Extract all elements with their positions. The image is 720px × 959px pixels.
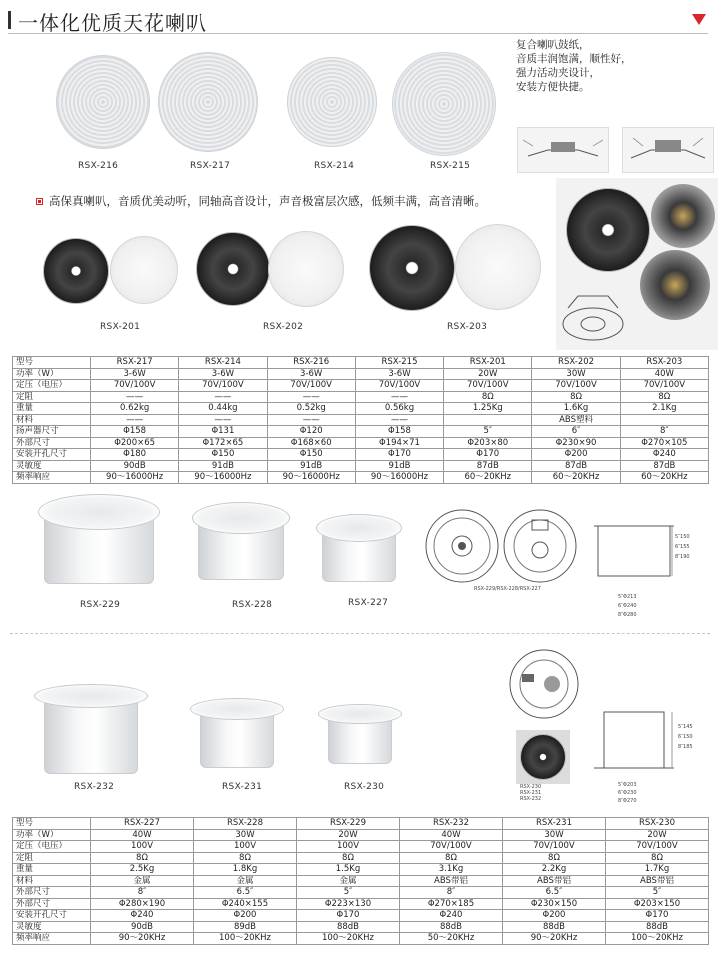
speaker-front-drawing: [424, 508, 500, 584]
row-header-cell: 型号: [13, 818, 91, 830]
table-cell: 70V/100V: [606, 841, 709, 853]
table-cell: 91dB: [267, 460, 355, 472]
description-line: 复合喇叭鼓纸，: [516, 39, 590, 51]
table-cell: 70V/100V: [91, 380, 179, 392]
technical-drawing-side-2: [592, 702, 702, 806]
table-row: [13, 887, 709, 899]
table-cell: RSX-215: [355, 357, 443, 369]
table-cell: RSX-201: [444, 357, 532, 369]
red-triangle-icon: [692, 14, 706, 25]
table-cell: 40W: [400, 829, 503, 841]
table-cell: 90dB: [91, 921, 194, 933]
table-cell: ——: [355, 391, 443, 403]
description-block: [516, 38, 716, 94]
table-cell: 8Ω: [444, 391, 532, 403]
row-header-cell: 定压（电压）: [13, 380, 91, 392]
table-cell: ——: [179, 391, 267, 403]
dimension-label: 5″Φ203: [618, 782, 637, 788]
technical-drawing-back: [502, 508, 578, 584]
table-cell: RSX-228: [194, 818, 297, 830]
table-cell: 20W: [444, 368, 532, 380]
table-cell: 1.25Kg: [444, 403, 532, 415]
table-cell: 6″: [532, 426, 620, 438]
table-cell: 8Ω: [532, 391, 620, 403]
table-cell: 40W: [620, 368, 708, 380]
table-cell: 1.7Kg: [606, 864, 709, 876]
table-cell: 88dB: [297, 921, 400, 933]
table-cell: 1.8Kg: [194, 864, 297, 876]
side-profile-drawing: [594, 520, 674, 582]
table-cell: 70V/100V: [620, 380, 708, 392]
table-cell: Φ200: [532, 449, 620, 461]
table-cell: ——: [355, 414, 443, 426]
table-cell: 8Ω: [400, 852, 503, 864]
table-cell: [444, 414, 532, 426]
speaker-image-rsx-231: [190, 696, 284, 768]
table-row: [13, 852, 709, 864]
table-cell: 2.2Kg: [503, 864, 606, 876]
table-row: [13, 449, 709, 461]
dimension-label: 6″Φ240: [618, 603, 637, 609]
table-cell: RSX-229: [297, 818, 400, 830]
table-cell: ——: [267, 414, 355, 426]
spec-table-1: [12, 356, 709, 484]
table-cell: 0.62kg: [91, 403, 179, 415]
mounting-drawing-right: [622, 127, 714, 173]
table-cell: 100V: [297, 841, 400, 853]
table-cell: Φ180: [91, 449, 179, 461]
speaker-image-rsx-201-cone: [43, 238, 109, 304]
spec-table-2: [12, 817, 709, 945]
row-header-cell: 灵敏度: [13, 921, 91, 933]
model-label: RSX-201: [100, 322, 141, 332]
table-cell: 70V/100V: [532, 380, 620, 392]
table-cell: 87dB: [444, 460, 532, 472]
drawing-caption: RSX-229/RSX-228/RSX-227: [474, 586, 541, 592]
model-label: RSX-215: [430, 161, 471, 171]
table-cell: Φ203×80: [444, 437, 532, 449]
table-cell: Φ158: [91, 426, 179, 438]
table-cell: ABS带铝: [400, 875, 503, 887]
row-header-cell: 定压（电压）: [13, 841, 91, 853]
speaker-image-rsx-215: [392, 52, 496, 156]
table-cell: 90～16000Hz: [267, 472, 355, 484]
table-cell: Φ270×185: [400, 898, 503, 910]
table-row: [13, 841, 709, 853]
table-row: [13, 460, 709, 472]
speaker-back-icon: [640, 250, 710, 320]
model-label: RSX-216: [78, 161, 119, 171]
row-header-cell: 安装开孔尺寸: [13, 910, 91, 922]
table-cell: Φ131: [179, 426, 267, 438]
table-cell: 30W: [194, 829, 297, 841]
speaker-image-rsx-214: [287, 57, 377, 147]
table-cell: 30W: [532, 368, 620, 380]
table-cell: Φ270×105: [620, 437, 708, 449]
mounting-clip-illustration: [623, 128, 713, 172]
header-divider: [8, 33, 708, 34]
table-cell: 70V/100V: [267, 380, 355, 392]
mounting-clip-illustration: [518, 128, 608, 172]
model-label: RSX-228: [232, 600, 273, 610]
row-header-cell: 频率响应: [13, 472, 91, 484]
row-header-cell: 材料: [13, 414, 91, 426]
table-cell: 91dB: [355, 460, 443, 472]
table-cell: ——: [91, 391, 179, 403]
table-cell: ——: [179, 414, 267, 426]
table-cell: Φ230×90: [532, 437, 620, 449]
table-cell: 70V/100V: [179, 380, 267, 392]
table-row: [13, 898, 709, 910]
row-header-cell: 外部尺寸: [13, 887, 91, 899]
description-line: 音质丰润饱满，顺性好，: [516, 53, 632, 65]
table-cell: 100～20KHz: [194, 933, 297, 945]
table-cell: RSX-217: [91, 357, 179, 369]
row-header-cell: 外部尺寸: [13, 898, 91, 910]
table-cell: Φ200: [503, 910, 606, 922]
table-cell: RSX-214: [179, 357, 267, 369]
dimension-label: 8″Φ280: [618, 612, 637, 618]
table-cell: 70V/100V: [355, 380, 443, 392]
row-header-cell: 重量: [13, 403, 91, 415]
model-label: RSX-230: [344, 782, 385, 792]
speaker-image-rsx-202-cover: [268, 231, 344, 307]
speaker-image-rsx-232: [34, 682, 148, 776]
table-cell: 1.6Kg: [532, 403, 620, 415]
table-cell: 3.1Kg: [400, 864, 503, 876]
table-cell: 88dB: [503, 921, 606, 933]
dimension-label: 8″190: [675, 554, 690, 560]
table-cell: RSX-227: [91, 818, 194, 830]
table-cell: 40W: [91, 829, 194, 841]
table-cell: 90～16000Hz: [355, 472, 443, 484]
table-cell: 88dB: [606, 921, 709, 933]
speaker-cone-icon: [520, 734, 566, 780]
table-cell: Φ280×190: [91, 898, 194, 910]
speaker-image-rsx-217: [158, 52, 258, 152]
table-cell: 8Ω: [91, 852, 194, 864]
table-cell: 3-6W: [267, 368, 355, 380]
table-cell: 2.5Kg: [91, 864, 194, 876]
row-header-cell: 灵敏度: [13, 460, 91, 472]
row-header-cell: 功率（W）: [13, 368, 91, 380]
table-cell: 8″: [91, 887, 194, 899]
table-row: [13, 921, 709, 933]
table-cell: 8Ω: [620, 391, 708, 403]
table-row: [13, 357, 709, 369]
table-cell: RSX-216: [267, 357, 355, 369]
table-cell: 1.5Kg: [297, 864, 400, 876]
dimension-label: 6″150: [678, 734, 693, 740]
table-cell: Φ150: [267, 449, 355, 461]
table-row: [13, 875, 709, 887]
table-row: [13, 426, 709, 438]
model-label: RSX-229: [80, 600, 121, 610]
speaker-detail-photo: [556, 178, 718, 350]
row-header-cell: 频率响应: [13, 933, 91, 945]
table-cell: 20W: [297, 829, 400, 841]
table-row: [13, 472, 709, 484]
table-row: [13, 391, 709, 403]
table-cell: 8Ω: [297, 852, 400, 864]
table-cell: ABS塑料: [532, 414, 620, 426]
table-cell: Φ200: [194, 910, 297, 922]
drawing-caption: RSX-232: [520, 796, 542, 802]
row-header-cell: 安装开孔尺寸: [13, 449, 91, 461]
model-label: RSX-214: [314, 161, 355, 171]
page-title: 一体化优质天花喇叭: [18, 11, 207, 35]
table-cell: 88dB: [400, 921, 503, 933]
speaker-image-rsx-228: [192, 498, 290, 584]
table-cell: 金属: [194, 875, 297, 887]
speaker-back-drawing: [502, 508, 578, 584]
table-cell: 金属: [297, 875, 400, 887]
dimension-label: 8″Φ270: [618, 798, 637, 804]
section-divider: [10, 633, 710, 634]
table-cell: 30W: [503, 829, 606, 841]
table-cell: 60～20KHz: [620, 472, 708, 484]
table-cell: 100V: [91, 841, 194, 853]
speaker-image-rsx-229: [38, 488, 160, 588]
header-accent-bar: [8, 11, 11, 29]
row-header-cell: 功率（W）: [13, 829, 91, 841]
table-cell: RSX-231: [503, 818, 606, 830]
dimension-label: 5″150: [675, 534, 690, 540]
table-row: [13, 437, 709, 449]
table-cell: Φ170: [444, 449, 532, 461]
table-cell: 87dB: [620, 460, 708, 472]
table-cell: 6.5″: [503, 887, 606, 899]
table-cell: Φ194×71: [355, 437, 443, 449]
drawing-caption: RSX-231: [520, 790, 542, 796]
table-cell: Φ203×150: [606, 898, 709, 910]
table-cell: 90～20KHz: [503, 933, 606, 945]
table-cell: 8Ω: [606, 852, 709, 864]
table-cell: 87dB: [532, 460, 620, 472]
table-cell: 50～20KHz: [400, 933, 503, 945]
technical-drawing-front: [424, 508, 500, 584]
table-cell: 100～20KHz: [297, 933, 400, 945]
mounting-drawing-left: [517, 127, 609, 173]
table-row: [13, 829, 709, 841]
description-line: 安装方便快捷。: [516, 81, 590, 93]
speaker-image-rsx-203-cover: [455, 224, 541, 310]
table-cell: 91dB: [179, 460, 267, 472]
description-line: 强力活动夹设计，: [516, 67, 600, 79]
table-cell: Φ240: [400, 910, 503, 922]
model-label: RSX-217: [190, 161, 231, 171]
table-row: [13, 933, 709, 945]
table-cell: Φ200×65: [91, 437, 179, 449]
table-row: [13, 380, 709, 392]
drawing-caption-list: [520, 784, 541, 802]
table-cell: Φ158: [355, 426, 443, 438]
mounting-sketch-icon: [558, 288, 628, 348]
row-header-cell: 材料: [13, 875, 91, 887]
table-cell: Φ150: [179, 449, 267, 461]
table-row: [13, 818, 709, 830]
table-cell: RSX-230: [606, 818, 709, 830]
table-cell: ABS带铝: [606, 875, 709, 887]
row-header-cell: 重量: [13, 864, 91, 876]
table-cell: 89dB: [194, 921, 297, 933]
table-cell: Φ240: [620, 449, 708, 461]
speaker-image-rsx-203-cone: [369, 225, 455, 311]
speaker-front-icon: [566, 188, 650, 272]
table-cell: 90～16000Hz: [91, 472, 179, 484]
dimension-label: 5″145: [678, 724, 693, 730]
table-cell: RSX-202: [532, 357, 620, 369]
model-label: RSX-231: [222, 782, 263, 792]
table-cell: 90～16000Hz: [179, 472, 267, 484]
model-label: RSX-203: [447, 322, 488, 332]
table-cell: 3-6W: [179, 368, 267, 380]
table-cell: 90～20KHz: [91, 933, 194, 945]
speaker-back-drawing: [508, 648, 580, 720]
table-cell: 100～20KHz: [606, 933, 709, 945]
table-cell: 2.1Kg: [620, 403, 708, 415]
table-cell: ABS带铝: [503, 875, 606, 887]
table-cell: 20W: [606, 829, 709, 841]
table-cell: Φ230×150: [503, 898, 606, 910]
table-cell: Φ168×60: [267, 437, 355, 449]
table-cell: 0.52kg: [267, 403, 355, 415]
row-header-cell: 定阻: [13, 391, 91, 403]
table-cell: Φ170: [297, 910, 400, 922]
table-cell: 60～20KHz: [444, 472, 532, 484]
table-row: [13, 910, 709, 922]
speaker-image-rsx-227: [316, 512, 402, 584]
bullet-square-icon: [36, 198, 43, 205]
table-cell: Φ172×65: [179, 437, 267, 449]
table-cell: 70V/100V: [503, 841, 606, 853]
dimension-label: 6″Φ230: [618, 790, 637, 796]
table-row: [13, 414, 709, 426]
table-row: [13, 368, 709, 380]
dimension-label: 6″155: [675, 544, 690, 550]
row-header-cell: 外部尺寸: [13, 437, 91, 449]
table-cell: 60～20KHz: [532, 472, 620, 484]
drawing-caption: RSX-230: [520, 784, 542, 790]
table-cell: Φ170: [606, 910, 709, 922]
table-cell: RSX-203: [620, 357, 708, 369]
table-cell: 0.56kg: [355, 403, 443, 415]
table-cell: ——: [91, 414, 179, 426]
table-cell: RSX-232: [400, 818, 503, 830]
table-row: [13, 403, 709, 415]
table-cell: 金属: [91, 875, 194, 887]
model-label: RSX-202: [263, 322, 304, 332]
table-cell: 6.5″: [194, 887, 297, 899]
table-cell: 70V/100V: [400, 841, 503, 853]
speaker-image-rsx-202-cone: [196, 232, 270, 306]
table-cell: 8Ω: [194, 852, 297, 864]
speaker-image-rsx-230: [318, 702, 402, 768]
technical-drawing-front-2: [508, 648, 580, 720]
speaker-back-icon: [651, 184, 715, 248]
page-header: [0, 6, 720, 34]
table-cell: 3-6W: [91, 368, 179, 380]
table-cell: 8″: [620, 426, 708, 438]
table-cell: Φ170: [355, 449, 443, 461]
table-cell: 3-6W: [355, 368, 443, 380]
table-cell: Φ120: [267, 426, 355, 438]
table-cell: 90dB: [91, 460, 179, 472]
table-cell: 0.44kg: [179, 403, 267, 415]
table-cell: Φ223×130: [297, 898, 400, 910]
table-cell: 5″: [444, 426, 532, 438]
table-cell: [620, 414, 708, 426]
dimension-label: 8″185: [678, 744, 693, 750]
model-label: RSX-227: [348, 598, 389, 608]
model-label: RSX-232: [74, 782, 115, 792]
table-cell: 8Ω: [503, 852, 606, 864]
table-cell: 100V: [194, 841, 297, 853]
row-header-cell: 扬声器尺寸: [13, 426, 91, 438]
table-cell: Φ240×155: [194, 898, 297, 910]
row-header-cell: 定阻: [13, 852, 91, 864]
table-cell: 5″: [606, 887, 709, 899]
side-profile-drawing: [592, 702, 676, 774]
row-header-cell: 型号: [13, 357, 91, 369]
table-cell: 70V/100V: [444, 380, 532, 392]
dimension-label: 5″Φ213: [618, 594, 637, 600]
table-row: [13, 864, 709, 876]
speaker-photo-small: [516, 730, 570, 784]
table-cell: 8″: [400, 887, 503, 899]
table-cell: Φ240: [91, 910, 194, 922]
speaker-image-rsx-201-cover: [110, 236, 178, 304]
table-cell: 5″: [297, 887, 400, 899]
feature-text: 高保真喇叭，音质优美动听，同轴高音设计，声音极富层次感，低频丰满，高音清晰。: [49, 194, 486, 208]
speaker-image-rsx-216: [56, 55, 150, 149]
table-cell: ——: [267, 391, 355, 403]
technical-drawing-side: [594, 520, 694, 620]
